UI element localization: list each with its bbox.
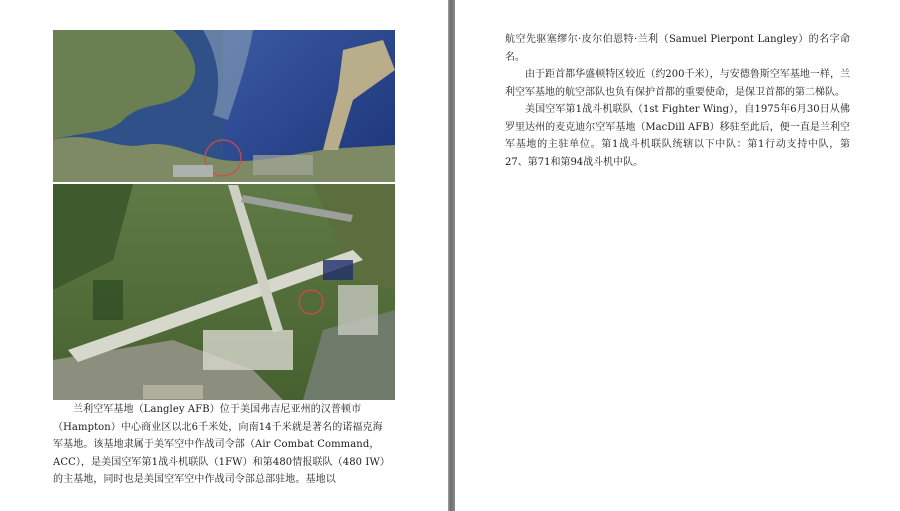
aerial-photo-graphic xyxy=(53,30,395,400)
book-gutter xyxy=(448,0,455,511)
caption-paragraph: 兰利空军基地（Langley AFB）位于美国弗吉尼亚州的汉普顿市（Hampton）中心商业区以北6千米处，向南14千米就是著名的诺福克海军基地。该基地隶属于美军空中作战司令部（Air Combat Command，ACC），是美国空军第1战斗机联队（1FW）和第480情报联队（480 IW）的主基地，同时也是美国空军空中作战司令部总部驻地。基地以 xyxy=(53,404,390,485)
aerial-photo xyxy=(53,30,395,400)
right-paragraph-2: 由于距首都华盛顿特区较近（约200千米），与安德鲁斯空军基地一样，兰利空军基地的航空部队也负有保护首都的重要使命，是保卫首都的第二梯队。 xyxy=(505,69,850,98)
right-paragraph-1: 航空先驱塞缪尔·皮尔伯恩特·兰利（Samuel Pierpont Langley）的名字命名。 xyxy=(505,34,850,63)
right-text-block xyxy=(505,31,850,171)
right-page xyxy=(455,0,900,511)
left-page xyxy=(0,0,448,511)
right-paragraph-3: 美国空军第1战斗机联队（1st Fighter Wing），自1975年6月30日从佛罗里达州的麦克迪尔空军基地（MacDill AFB）移驻至此后，便一直是兰利空军基地的主驻单位。第1战斗机联队统辖以下中队：第1行动支持中队，第27、第71和第94战斗机中队。 xyxy=(505,104,850,168)
